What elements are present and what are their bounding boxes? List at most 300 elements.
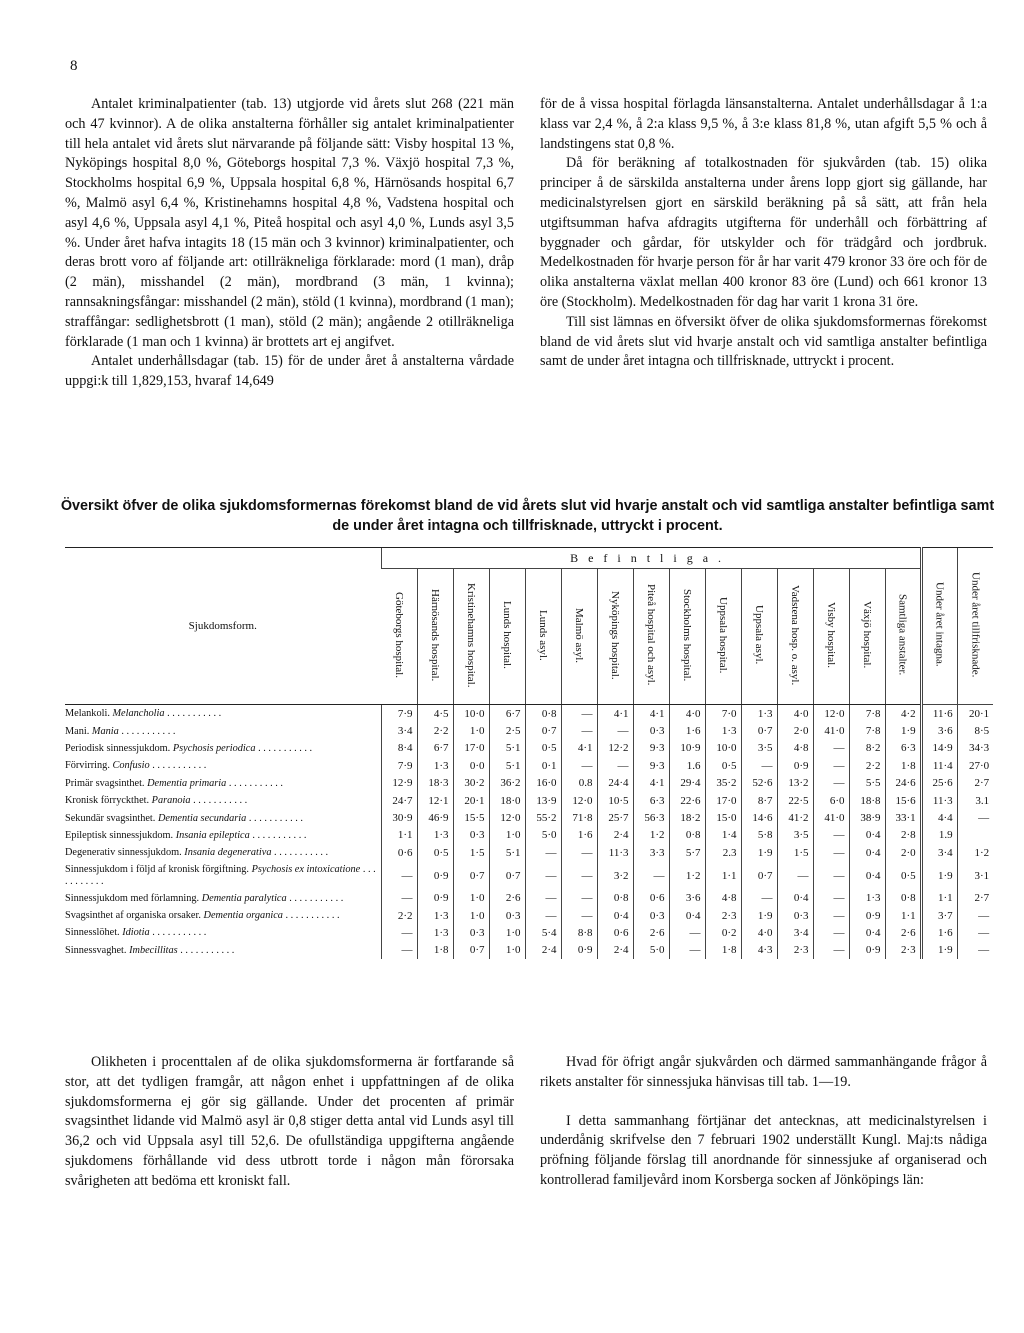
table-cell: 36·2 xyxy=(489,775,525,792)
disease-label: Periodisk sinnessjukdom. Psychosis periodica . . . . . . . . . . . xyxy=(65,742,313,754)
table-cell: 2·7 xyxy=(957,890,993,907)
table-cell: 7·9 xyxy=(381,705,417,723)
table-cell: 15·6 xyxy=(885,792,921,809)
page-number: 8 xyxy=(70,58,78,74)
table-cell: 34·3 xyxy=(957,740,993,757)
table-cell: 1·0 xyxy=(453,890,489,907)
table-cell: — xyxy=(525,844,561,861)
table-cell: 10·0 xyxy=(705,740,741,757)
table-cell: 4·2 xyxy=(885,705,921,723)
table-cell: 0·4 xyxy=(849,862,885,890)
column-header: Växjö hospital. xyxy=(849,569,885,705)
disease-table-container xyxy=(65,547,990,959)
disease-name: Periodisk sinnessjukdom. xyxy=(65,742,171,754)
table-cell: — xyxy=(381,862,417,890)
table-cell: 0·3 xyxy=(633,722,669,739)
table-cell: 5·7 xyxy=(669,844,705,861)
table-cell: 11·4 xyxy=(921,757,957,774)
table-cell: 1·0 xyxy=(453,722,489,739)
table-cell: 8·4 xyxy=(381,740,417,757)
table-row xyxy=(65,705,993,723)
table-cell: — xyxy=(525,907,561,924)
table-cell: 22·5 xyxy=(777,792,813,809)
table-cell: — xyxy=(813,775,849,792)
table-cell: 11·6 xyxy=(921,705,957,723)
table-cell: 14·9 xyxy=(921,740,957,757)
table-cell: 22·6 xyxy=(669,792,705,809)
table-cell: 1·6 xyxy=(669,722,705,739)
table-cell: 3·5 xyxy=(741,740,777,757)
table-cell: 0·3 xyxy=(489,907,525,924)
table-cell: 17·0 xyxy=(453,740,489,757)
table-cell: 1·1 xyxy=(885,907,921,924)
disease-name: Förvirring. xyxy=(65,760,110,772)
table-cell: — xyxy=(381,890,417,907)
table-cell: 2·3 xyxy=(777,942,813,959)
table-cell: 0.8 xyxy=(561,775,597,792)
disease-label: Sekundär svagsinthet. Dementia secundaria . . . . . . . . . . . xyxy=(65,812,303,824)
disease-label: Sinnessjukdom i följd af kronisk förgiftning. Psychosis ex intoxicatione . . . . . . . . . . . xyxy=(65,863,376,887)
disease-latin-name: Psychosis ex intoxicatione xyxy=(251,863,361,875)
table-cell: 30·2 xyxy=(453,775,489,792)
table-cell: 71·8 xyxy=(561,809,597,826)
table-cell: 41·2 xyxy=(777,809,813,826)
table-cell: 2·8 xyxy=(885,827,921,844)
table-cell: — xyxy=(957,942,993,959)
table-cell: 29·4 xyxy=(669,775,705,792)
column-header: Uppsala hospital. xyxy=(705,569,741,705)
table-cell: 2·5 xyxy=(489,722,525,739)
table-cell: 1·5 xyxy=(453,844,489,861)
table-cell: — xyxy=(777,862,813,890)
paragraph-totalkostnad: Då för beräkning af totalkostnaden för sjukvården (tab. 15) olika principer å de särskilda anstalterna under årens lopp gjort sig gällande, har medicinalstyrelsen gjort en särskild beräkning på så sätt, att från hela utgiftsumman hafva afdragits utgifterna för underhåll och förbättring af byggnader och gårdar, för utskylder och för trädgård och jordbruk. Medelkostnaden för hvarje person för år har varit 479 kronor 33 öre och för de olika anstalterna växlat mellan 400 kronor 83 öre (Lund) och 661 kronor 13 öre (Stockholm). Medelkostnaden för dag har varit 1 krona 31 öre. xyxy=(540,155,987,310)
table-cell: 0·4 xyxy=(849,844,885,861)
table-cell: 18·2 xyxy=(669,809,705,826)
table-row xyxy=(65,809,993,826)
table-row xyxy=(65,775,993,792)
table-cell: 2.3 xyxy=(705,844,741,861)
disease-latin-name: Psychosis periodica xyxy=(172,742,256,754)
table-cell: 2·4 xyxy=(525,942,561,959)
table-cell: — xyxy=(561,722,597,739)
table-cell: 0·7 xyxy=(525,722,561,739)
table-cell: 5·0 xyxy=(633,942,669,959)
table-cell: 11·3 xyxy=(921,792,957,809)
table-cell: 1·3 xyxy=(417,757,453,774)
table-cell: 18·0 xyxy=(489,792,525,809)
table-row xyxy=(65,844,993,861)
table-cell: 0·9 xyxy=(849,907,885,924)
table-cell: 7·8 xyxy=(849,705,885,723)
table-cell: 17·0 xyxy=(705,792,741,809)
table-cell: 1·8 xyxy=(417,942,453,959)
table-cell: 8·5 xyxy=(957,722,993,739)
table-cell: 0·3 xyxy=(453,924,489,941)
disease-latin-name: Melancholia xyxy=(112,708,165,720)
table-cell: 1·5 xyxy=(777,844,813,861)
table-cell: 9·3 xyxy=(633,740,669,757)
disease-label: Epileptisk sinnessjukdom. Insania epileptica . . . . . . . . . . . xyxy=(65,829,307,841)
disease-label: Sinnessvaghet. Imbecillitas . . . . . . . . . . . xyxy=(65,944,235,956)
table-cell: — xyxy=(813,827,849,844)
table-cell: 10·9 xyxy=(669,740,705,757)
table-cell: 5·5 xyxy=(849,775,885,792)
table-cell: — xyxy=(957,809,993,826)
table-cell: 1·4 xyxy=(705,827,741,844)
disease-latin-name: Mania xyxy=(91,725,119,737)
table-cell: 27·0 xyxy=(957,757,993,774)
table-cell: — xyxy=(561,757,597,774)
table-cell: 12·0 xyxy=(561,792,597,809)
disease-latin-name: Dementia organica xyxy=(203,910,283,922)
table-cell: 6·3 xyxy=(885,740,921,757)
table-cell: — xyxy=(669,924,705,941)
paragraph-procenttal: Olikheten i procenttalen af de olika sjukdomsformerna är fortfarande så stor, att det tydligen framgår, att någon enhet i uppfattningen af de olika sjukdomsformerna ej gör sig gällande. Under det procenten af primär svagsinthet lidande vid Malmö asyl är 0,8 stiger detta antal vid Lunds asyl till 36,2 och vid Uppsala asyl till 52,6. De ofullständiga uppgifterna angående sjukdomens förhållande vid dess utbrott torde i någon mån förorsaka svårigheten att bedöma ett kroniskt fall. xyxy=(65,1054,514,1189)
table-cell: 0·5 xyxy=(525,740,561,757)
disease-label: Degenerativ sinnessjukdom. Insania degenerativa . . . . . . . . . . . xyxy=(65,847,329,859)
table-cell: 10·0 xyxy=(453,705,489,723)
table-cell: 1·6 xyxy=(921,924,957,941)
table-cell: 4·5 xyxy=(417,705,453,723)
disease-label: Sinnessjukdom med förlamning. Dementia paralytica . . . . . . . . . . . xyxy=(65,892,344,904)
table-cell: 4·0 xyxy=(777,705,813,723)
table-cell: 7·0 xyxy=(705,705,741,723)
table-cell: 8·2 xyxy=(849,740,885,757)
disease-latin-name: Insania epileptica xyxy=(175,829,250,841)
table-cell: 1·9 xyxy=(741,844,777,861)
table-cell: 1·3 xyxy=(849,890,885,907)
table-cell: 20·1 xyxy=(453,792,489,809)
table-cell: 1·9 xyxy=(741,907,777,924)
table-cell: — xyxy=(813,757,849,774)
column-header: Malmö asyl. xyxy=(561,569,597,705)
table-cell: 3·5 xyxy=(777,827,813,844)
table-cell: 1·1 xyxy=(381,827,417,844)
column-header: Piteå hospital och asyl. xyxy=(633,569,669,705)
table-cell: 1·9 xyxy=(921,862,957,890)
table-row xyxy=(65,827,993,844)
table-cell: — xyxy=(561,890,597,907)
table-cell: 6·0 xyxy=(813,792,849,809)
table-cell: 0·7 xyxy=(453,942,489,959)
table-cell: 0·7 xyxy=(741,722,777,739)
table-cell: 0·9 xyxy=(849,942,885,959)
table-cell: 1·8 xyxy=(705,942,741,959)
table-cell: 1·8 xyxy=(885,757,921,774)
table-cell xyxy=(957,827,993,844)
table-cell: 52·6 xyxy=(741,775,777,792)
table-row xyxy=(65,740,993,757)
disease-name: Primär svagsinthet. xyxy=(65,777,145,789)
table-cell: 2·3 xyxy=(705,907,741,924)
table-cell: 10·5 xyxy=(597,792,633,809)
table-cell: 8·7 xyxy=(741,792,777,809)
table-cell: 56·3 xyxy=(633,809,669,826)
table-cell: 3·4 xyxy=(921,844,957,861)
disease-name: Degenerativ sinnessjukdom. xyxy=(65,847,182,859)
disease-name: Sinnesslöhet. xyxy=(65,927,120,939)
table-cell: 2·2 xyxy=(381,907,417,924)
table-cell: — xyxy=(813,862,849,890)
disease-name: Epileptisk sinnessjukdom. xyxy=(65,829,174,841)
table-cell: 3·4 xyxy=(777,924,813,941)
paragraph-kriminalpatienter: Antalet kriminalpatienter (tab. 13) utgjorde vid årets slut 268 (221 män och 47 kvinnor). A de olika anstalterna förhåller sig antalet kriminalpatienter till hela antalet vid årets slut närvarande på följande sätt: Visby hospital 13 %, Nyköpings hospital 8,0 %, Göteborgs hospital 7,3 %. Växjö hospital 7,3 %, Stockholms hospital 6,9 %, Uppsala hospital 6,8 %, Härnösands hospital 6,7 %, Malmö asyl 6,4 %, Kristinehamns hospital 4,8 %, Vadstena hospital och asyl 4,6 %, Uppsala asyl 4,1 %, Piteå hospital och asyl 4,0 %, Lunds asyl 3,5 %. Under året hafva intagits 18 (15 män och 3 kvinnor) kriminalpatienter, och deras brott voro af följande art: otillräkneliga förklarade: mord (1 man), dråp (2 män), misshandel (2 män), mordbrand (3 män, 1 kvinna); rannsakningsfångar: misshandel (2 män), stöld (1 kvinna), mordbrand (1 man); straffångar: sedlighetsbrott (1 man), stöld (2 män); angående 2 otillräkneliga förklarade (1 man och 1 kvinna) är brottets art ej angifvet. xyxy=(65,96,514,350)
table-cell: 0·6 xyxy=(633,890,669,907)
table-cell: — xyxy=(633,862,669,890)
table-cell: 4·0 xyxy=(669,705,705,723)
table-cell: 4·1 xyxy=(633,705,669,723)
table-cell: 24·7 xyxy=(381,792,417,809)
table-cell: 3·3 xyxy=(633,844,669,861)
table-cell: 41·0 xyxy=(813,722,849,739)
table-cell: 6·3 xyxy=(633,792,669,809)
table-cell: 15·0 xyxy=(705,809,741,826)
table-cell: 1·9 xyxy=(885,722,921,739)
table-cell: 2·2 xyxy=(849,757,885,774)
table-cell: — xyxy=(597,757,633,774)
table-cell: 0·7 xyxy=(489,862,525,890)
disease-latin-name: Insania degenerativa xyxy=(184,847,272,859)
table-cell: 14·6 xyxy=(741,809,777,826)
table-cell: 6·7 xyxy=(489,705,525,723)
table-row xyxy=(65,924,993,941)
table-cell: — xyxy=(813,890,849,907)
table-cell: 3·6 xyxy=(921,722,957,739)
table-cell: 41·0 xyxy=(813,809,849,826)
table-cell: 5·4 xyxy=(525,924,561,941)
disease-label: Kronisk förryckthet. Paranoia . . . . . . . . . . . xyxy=(65,795,248,807)
table-cell: 18·3 xyxy=(417,775,453,792)
bottom-right-column xyxy=(540,1053,987,1191)
table-cell: 0·5 xyxy=(885,862,921,890)
paragraph-underhallsdagar: Antalet underhållsdagar (tab. 15) för de under året å anstalterna vårdade uppgi:k till 1,829,153, hvaraf 14,649 xyxy=(65,353,514,390)
table-cell: 24·4 xyxy=(597,775,633,792)
table-cell: 13·2 xyxy=(777,775,813,792)
table-cell: — xyxy=(561,862,597,890)
table-cell: 1·0 xyxy=(489,942,525,959)
table-cell: — xyxy=(561,844,597,861)
table-row xyxy=(65,792,993,809)
disease-latin-name: Dementia paralytica xyxy=(201,892,287,904)
table-row xyxy=(65,757,993,774)
table-cell: 20·1 xyxy=(957,705,993,723)
table-cell: 0·8 xyxy=(669,827,705,844)
table-cell: 3.1 xyxy=(957,792,993,809)
table-cell: 1·3 xyxy=(741,705,777,723)
table-cell: 2·0 xyxy=(777,722,813,739)
table-cell: 5·1 xyxy=(489,757,525,774)
table-cell: 2·6 xyxy=(633,924,669,941)
table-cell: 6·7 xyxy=(417,740,453,757)
disease-name: Sinnessjukdom med förlamning. xyxy=(65,892,200,904)
table-cell: 0·7 xyxy=(741,862,777,890)
right-column xyxy=(540,95,987,372)
disease-latin-name: Confusio xyxy=(112,760,150,772)
table-cell: 0·8 xyxy=(597,890,633,907)
disease-latin-name: Idiotia xyxy=(122,927,150,939)
table-row xyxy=(65,862,993,890)
paragraph-hanvisning: Hvad för öfrigt angår sjukvården och därmed sammanhängande frågor å rikets anstalter för sinnessjuka hänvisas till tab. 1—19. xyxy=(540,1054,987,1090)
table-cell: 0·3 xyxy=(453,827,489,844)
table-cell: 1.6 xyxy=(669,757,705,774)
table-cell: 0·4 xyxy=(597,907,633,924)
table-cell: 2·4 xyxy=(597,942,633,959)
table-cell: 18·8 xyxy=(849,792,885,809)
table-cell: 0·4 xyxy=(669,907,705,924)
table-row xyxy=(65,942,993,959)
column-header: Härnösands hospital. xyxy=(417,569,453,705)
table-cell: 4·1 xyxy=(633,775,669,792)
disease-latin-name: Dementia secundaria xyxy=(157,812,247,824)
table-cell: 0·7 xyxy=(453,862,489,890)
table-cell: 0·2 xyxy=(705,924,741,941)
paragraph-familjevard: I detta sammanhang förtjänar det antecknas, att medicinalstyrelsen i underdånig skrifvelse den 7 februari 1902 underställt Kungl. Maj:ts nådiga pröfning följande förslag till anordnande för sinnessjuke af organiserad och kontrollerad familjevård inom Korsberga socken af Jönköpings län: xyxy=(540,1112,987,1188)
table-cell: 7·8 xyxy=(849,722,885,739)
disease-label: Svagsinthet af organiska orsaker. Dementia organica . . . . . . . . . . . xyxy=(65,910,340,922)
table-cell: 0·9 xyxy=(561,942,597,959)
table-cell: 5·1 xyxy=(489,740,525,757)
table-cell: 0·9 xyxy=(417,862,453,890)
table-cell: 0·5 xyxy=(417,844,453,861)
column-header: Nyköpings hospital. xyxy=(597,569,633,705)
table-cell: 4·4 xyxy=(921,809,957,826)
disease-label: Primär svagsinthet. Dementia primaria . . . . . . . . . . . xyxy=(65,777,283,789)
table-cell: 4·1 xyxy=(561,740,597,757)
group-header-befintliga: Befintliga. xyxy=(381,548,921,569)
table-cell: 4·1 xyxy=(597,705,633,723)
column-header: Vadstena hosp. o. asyl. xyxy=(777,569,813,705)
table-cell: 0·0 xyxy=(453,757,489,774)
column-header: Uppsala asyl. xyxy=(741,569,777,705)
table-cell: 1·1 xyxy=(705,862,741,890)
table-cell: 46·9 xyxy=(417,809,453,826)
table-cell: 5·0 xyxy=(525,827,561,844)
disease-table xyxy=(65,547,993,959)
table-cell: 0·8 xyxy=(525,705,561,723)
disease-name: Melankoli. xyxy=(65,708,110,720)
table-row xyxy=(65,722,993,739)
table-cell: 2·2 xyxy=(417,722,453,739)
table-cell: 0·4 xyxy=(849,827,885,844)
table-cell: 5·1 xyxy=(489,844,525,861)
table-cell: 1·0 xyxy=(453,907,489,924)
table-cell: 3·4 xyxy=(381,722,417,739)
column-header-tillfrisknade: Under året tillfrisknade. xyxy=(957,548,993,705)
table-cell: 1·2 xyxy=(633,827,669,844)
table-cell: 12·0 xyxy=(813,705,849,723)
table-cell: 12·0 xyxy=(489,809,525,826)
table-cell: — xyxy=(957,907,993,924)
left-column xyxy=(65,95,514,392)
table-cell: 9·3 xyxy=(633,757,669,774)
table-cell: — xyxy=(813,942,849,959)
disease-latin-name: Paranoia xyxy=(151,795,191,807)
table-cell: 1·0 xyxy=(489,827,525,844)
table-cell: 3·6 xyxy=(669,890,705,907)
table-cell: — xyxy=(957,924,993,941)
table-cell: 0·9 xyxy=(417,890,453,907)
table-cell: 2·3 xyxy=(885,942,921,959)
table-cell: 1·3 xyxy=(705,722,741,739)
disease-label: Förvirring. Confusio . . . . . . . . . . . xyxy=(65,760,207,772)
table-cell: 25·6 xyxy=(921,775,957,792)
column-header: Visby hospital. xyxy=(813,569,849,705)
table-cell: 0·1 xyxy=(525,757,561,774)
table-cell: 0·9 xyxy=(777,757,813,774)
table-body xyxy=(65,705,993,960)
table-cell: — xyxy=(561,705,597,723)
table-cell: 3·1 xyxy=(957,862,993,890)
disease-name: Svagsinthet af organiska orsaker. xyxy=(65,910,201,922)
disease-name: Kronisk förryckthet. xyxy=(65,795,150,807)
column-header: Stockholms hospital. xyxy=(669,569,705,705)
table-cell: 1.9 xyxy=(921,827,957,844)
table-cell: 2·6 xyxy=(489,890,525,907)
table-cell: — xyxy=(669,942,705,959)
table-cell: 4·0 xyxy=(741,924,777,941)
table-cell: 3·2 xyxy=(597,862,633,890)
table-cell: 33·1 xyxy=(885,809,921,826)
table-header xyxy=(65,548,993,705)
table-cell: 35·2 xyxy=(705,775,741,792)
table-cell: 0·5 xyxy=(705,757,741,774)
table-cell: 24·6 xyxy=(885,775,921,792)
table-row xyxy=(65,907,993,924)
table-cell: 5·8 xyxy=(741,827,777,844)
table-cell: 16·0 xyxy=(525,775,561,792)
table-cell: 4·8 xyxy=(777,740,813,757)
column-header-intagna: Under året intagna. xyxy=(921,548,957,705)
table-cell: 1·3 xyxy=(417,924,453,941)
disease-name: Sinnessjukdom i följd af kronisk förgiftning. xyxy=(65,863,250,875)
table-cell: 0·6 xyxy=(597,924,633,941)
disease-name: Sinnessvaghet. xyxy=(65,944,127,956)
table-cell: 0·8 xyxy=(885,890,921,907)
table-cell: — xyxy=(813,924,849,941)
disease-label: Sinnesslöhet. Idiotia . . . . . . . . . . . xyxy=(65,927,207,939)
table-cell: — xyxy=(741,757,777,774)
table-cell: 12·9 xyxy=(381,775,417,792)
table-cell: 0·4 xyxy=(849,924,885,941)
table-cell: 4·3 xyxy=(741,942,777,959)
table-cell: 8·8 xyxy=(561,924,597,941)
paragraph-oversikt-intro: Till sist lämnas en öfversikt öfver de olika sjukdomsformernas förekomst bland de vid årets slut vid hvarje anstalt och vid samtliga anstalter befintliga samt de under året intagna och tillfrisknade, uttryckt i procent. xyxy=(540,313,987,370)
table-cell: 38·9 xyxy=(849,809,885,826)
column-header: Lunds hospital. xyxy=(489,569,525,705)
table-cell: 2·7 xyxy=(957,775,993,792)
bottom-left-column xyxy=(65,1053,514,1192)
table-cell: 1·9 xyxy=(921,942,957,959)
table-cell: 25·7 xyxy=(597,809,633,826)
table-cell: — xyxy=(381,924,417,941)
table-cell: 1·2 xyxy=(957,844,993,861)
table-cell: 1·3 xyxy=(417,907,453,924)
table-title: Översikt öfver de olika sjukdomsformernas förekomst bland de vid årets slut vid hvarje anstalt och vid samtliga anstalter befintliga samt de under året intagna och tillfrisknade, uttryckt i procent. xyxy=(60,498,995,534)
table-cell: 1·2 xyxy=(669,862,705,890)
table-cell: 1·1 xyxy=(921,890,957,907)
paragraph-lansanstalter: för de å vissa hospital förlagda länsanstalterna. Antalet underhållsdagar å 1:a klass var 2,4 %, å 2:a klass 9,5 %, å 3:e klass 81,8 %, utan afgift 5,5 % och å landstingens stat 0,8 %. xyxy=(540,96,987,152)
column-header: Lunds asyl. xyxy=(525,569,561,705)
disease-latin-name: Imbecillitas xyxy=(129,944,178,956)
disease-label: Mani. Mania . . . . . . . . . . . xyxy=(65,725,176,737)
column-header: Samtliga anstalter. xyxy=(885,569,921,705)
table-cell: — xyxy=(813,907,849,924)
table-cell: — xyxy=(561,907,597,924)
table-cell: — xyxy=(381,942,417,959)
disease-label: Melankoli. Melancholia . . . . . . . . . . . xyxy=(65,708,222,720)
table-cell: — xyxy=(813,844,849,861)
table-cell: — xyxy=(597,722,633,739)
